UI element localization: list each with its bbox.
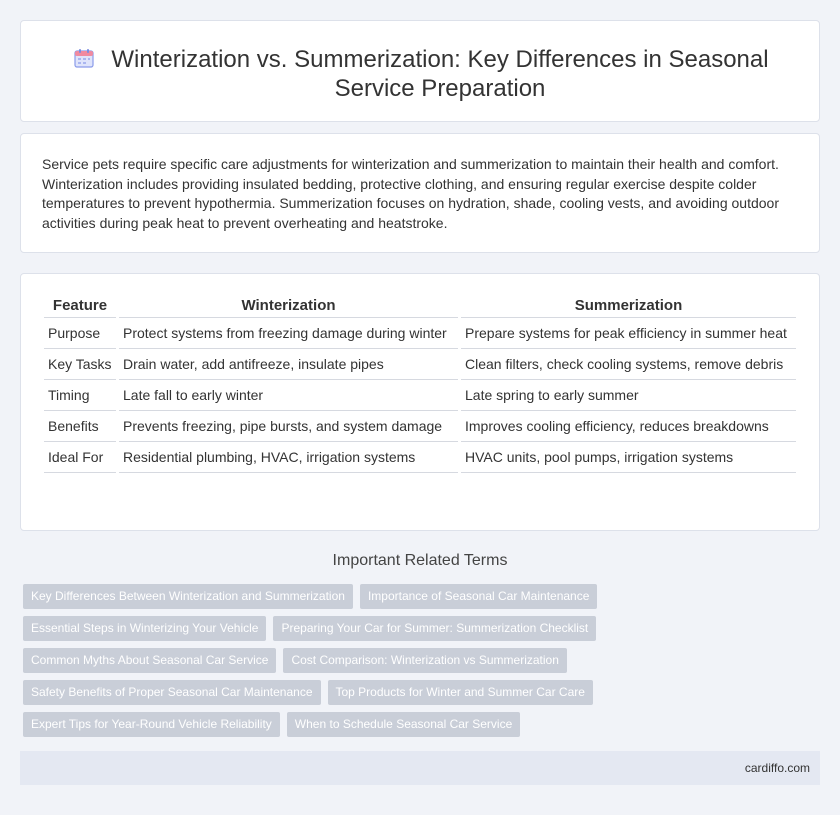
table-row — [44, 318, 796, 349]
table-cell: Prevents freezing, pipe bursts, and system damage — [119, 411, 458, 442]
page-title: Winterization vs. Summerization: Key Differences in Seasonal Service Preparation — [111, 46, 769, 102]
related-term-tag[interactable]: Expert Tips for Year-Round Vehicle Reliability — [23, 712, 280, 737]
header-winterization: Winterization — [119, 292, 458, 318]
table-cell: Drain water, add antifreeze, insulate pipes — [119, 349, 458, 380]
related-term-tag[interactable]: Preparing Your Car for Summer: Summerization Checklist — [273, 616, 596, 641]
table-row — [44, 380, 796, 411]
table-cell: Ideal For — [44, 442, 116, 473]
related-term-tag[interactable]: Key Differences Between Winterization and Summerization — [23, 584, 353, 609]
related-terms-title: Important Related Terms — [332, 552, 508, 569]
related-term-tag[interactable]: Top Products for Winter and Summer Car Care — [328, 680, 593, 705]
table-cell: Late fall to early winter — [119, 380, 458, 411]
table-cell: Residential plumbing, HVAC, irrigation systems — [119, 442, 458, 473]
comparison-table — [41, 292, 799, 473]
footer — [20, 751, 820, 785]
related-term-tag[interactable]: Importance of Seasonal Car Maintenance — [360, 584, 597, 609]
related-terms-list — [23, 584, 803, 744]
table-cell: Benefits — [44, 411, 116, 442]
related-term-tag[interactable]: When to Schedule Seasonal Car Service — [287, 712, 520, 737]
comparison-table-card — [20, 273, 820, 531]
table-cell: Improves cooling efficiency, reduces breakdowns — [461, 411, 796, 442]
related-term-tag[interactable]: Cost Comparison: Winterization vs Summerization — [283, 648, 566, 673]
table-row — [44, 349, 796, 380]
header-summerization: Summerization — [461, 292, 796, 318]
table-cell: Protect systems from freezing damage during winter — [119, 318, 458, 349]
table-cell: Timing — [44, 380, 116, 411]
related-term-tag[interactable]: Essential Steps in Winterizing Your Vehicle — [23, 616, 266, 641]
intro-card — [20, 133, 820, 253]
title-card — [20, 20, 820, 122]
table-cell: HVAC units, pool pumps, irrigation systems — [461, 442, 796, 473]
table-row — [44, 442, 796, 473]
related-term-tag[interactable]: Safety Benefits of Proper Seasonal Car Maintenance — [23, 680, 321, 705]
intro-text: Service pets require specific care adjustments for winterization and summerization to maintain their health and comfort. Winterization includes providing insulated bedding, protective clothing, and ensuring regular exercise despite colder temperatures to prevent hypothermia. Summerization focuses on hydration, shade, cooling vests, and avoiding outdoor activities during peak heat to prevent overheating and heatstroke. — [42, 156, 779, 231]
table-cell: Prepare systems for peak efficiency in summer heat — [461, 318, 796, 349]
table-cell: Late spring to early summer — [461, 380, 796, 411]
table-cell: Purpose — [44, 318, 116, 349]
footer-site-link[interactable]: cardiffo.com — [744, 761, 810, 775]
table-cell: Clean filters, check cooling systems, remove debris — [461, 349, 796, 380]
table-header-row — [44, 292, 796, 318]
related-term-tag[interactable]: Common Myths About Seasonal Car Service — [23, 648, 276, 673]
table-cell: Key Tasks — [44, 349, 116, 380]
table-row — [44, 411, 796, 442]
header-feature: Feature — [44, 292, 116, 318]
